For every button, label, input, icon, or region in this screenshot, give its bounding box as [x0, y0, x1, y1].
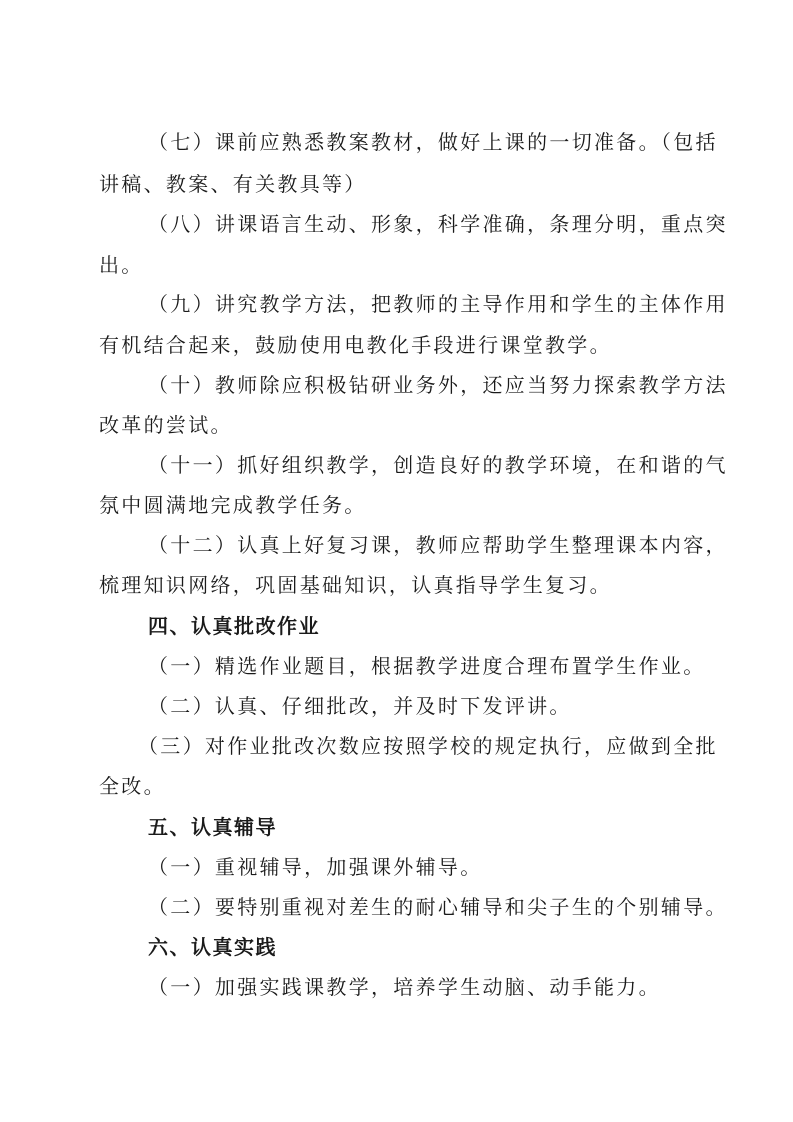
- section-heading-tutoring: 五、认真辅导: [148, 815, 277, 839]
- paragraph-8-line-1: （八）讲课语言生动、形象，科学准确，条理分明，重点突: [148, 212, 728, 236]
- section-heading-homework: 四、认真批改作业: [148, 614, 320, 638]
- practice-item-1: （一）加强实践课教学，培养学生动脑、动手能力。: [148, 975, 661, 999]
- paragraph-9-line-1: （九）讲究教学方法，把教师的主导作用和学生的主体作用: [148, 292, 728, 316]
- section-heading-practice: 六、认真实践: [148, 935, 277, 959]
- paragraph-7-line-1: （七）课前应熟悉教案教材，做好上课的一切准备。（包括: [148, 130, 718, 154]
- paragraph-11-line-2: 氛中圆满地完成教学任务。: [99, 493, 367, 517]
- tutoring-item-2: （二）要特别重视对差生的耐心辅导和尖子生的个别辅导。: [148, 895, 728, 919]
- homework-item-3-line-2: 全改。: [99, 774, 166, 798]
- homework-item-3-line-1: （三）对作业批改次数应按照学校的规定执行，应做到全批: [138, 734, 718, 758]
- paragraph-10-line-1: （十）教师除应积极钻研业务外，还应当努力探索教学方法: [148, 373, 728, 397]
- paragraph-11-line-1: （十一）抓好组织教学，创造良好的教学环境，在和谐的气: [148, 453, 728, 477]
- homework-item-2: （二）认真、仔细批改，并及时下发评讲。: [148, 694, 572, 718]
- paragraph-7-line-2: 讲稿、教案、有关教具等）: [99, 172, 367, 196]
- paragraph-8-line-2: 出。: [99, 253, 144, 277]
- paragraph-10-line-2: 改革的尝试。: [99, 413, 233, 437]
- homework-item-1: （一）精选作业题目，根据教学进度合理布置学生作业。: [148, 654, 706, 678]
- paragraph-12-line-2: 梳理知识网络，巩固基础知识，认真指导学生复习。: [99, 573, 612, 597]
- paragraph-12-line-1: （十二）认真上好复习课，教师应帮助学生整理课本内容，: [148, 533, 728, 557]
- paragraph-9-line-2: 有机结合起来，鼓励使用电教化手段进行课堂教学。: [99, 333, 612, 357]
- tutoring-item-1: （一）重视辅导，加强课外辅导。: [148, 855, 483, 879]
